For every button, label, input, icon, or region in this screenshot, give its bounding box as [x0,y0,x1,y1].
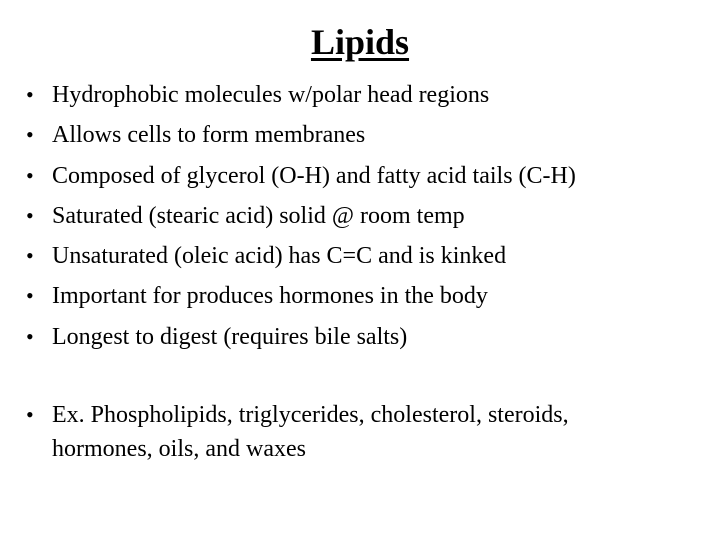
list-item-hydrophobic [0,75,720,115]
list-item-saturated [0,196,720,236]
bullet-icon: • [26,402,34,427]
bullet-icon: • [26,283,34,309]
list-item-hormones [0,276,720,316]
list-item-membranes [0,115,720,155]
examples-line-1: Ex. Phospholipids, triglycerides, cholesterol, steroids, [52,402,569,428]
bullet-text: Saturated (stearic acid) solid @ room temp [52,202,465,229]
bullet-icon: • [26,162,34,188]
list-item-examples [0,398,720,466]
slide-title: Lipids [310,22,410,62]
bullet-text: Allows cells to form membranes [52,122,366,149]
bullet-text: Unsaturated (oleic acid) has C=C and is kinked [52,243,507,270]
examples-line-2: hormones, oils, and waxes [52,436,306,462]
bullet-icon: • [26,243,34,269]
examples-block [0,398,720,466]
bullet-list [0,75,720,357]
bullet-text: Longest to digest (requires bile salts) [52,323,408,350]
list-item-unsaturated [0,236,720,276]
bullet-icon: • [26,202,34,228]
bullet-icon: • [26,323,34,349]
bullet-text: Hydrophobic molecules w/polar head regions [52,82,490,108]
bullet-text: Composed of glycerol (O-H) and fatty acid tails (C-H) [52,162,576,189]
bullet-text: Important for produces hormones in the body [52,283,488,310]
bullet-icon: • [26,122,34,148]
list-item-composition [0,156,720,196]
bullet-icon: • [26,82,34,107]
list-item-digestion [0,317,720,357]
